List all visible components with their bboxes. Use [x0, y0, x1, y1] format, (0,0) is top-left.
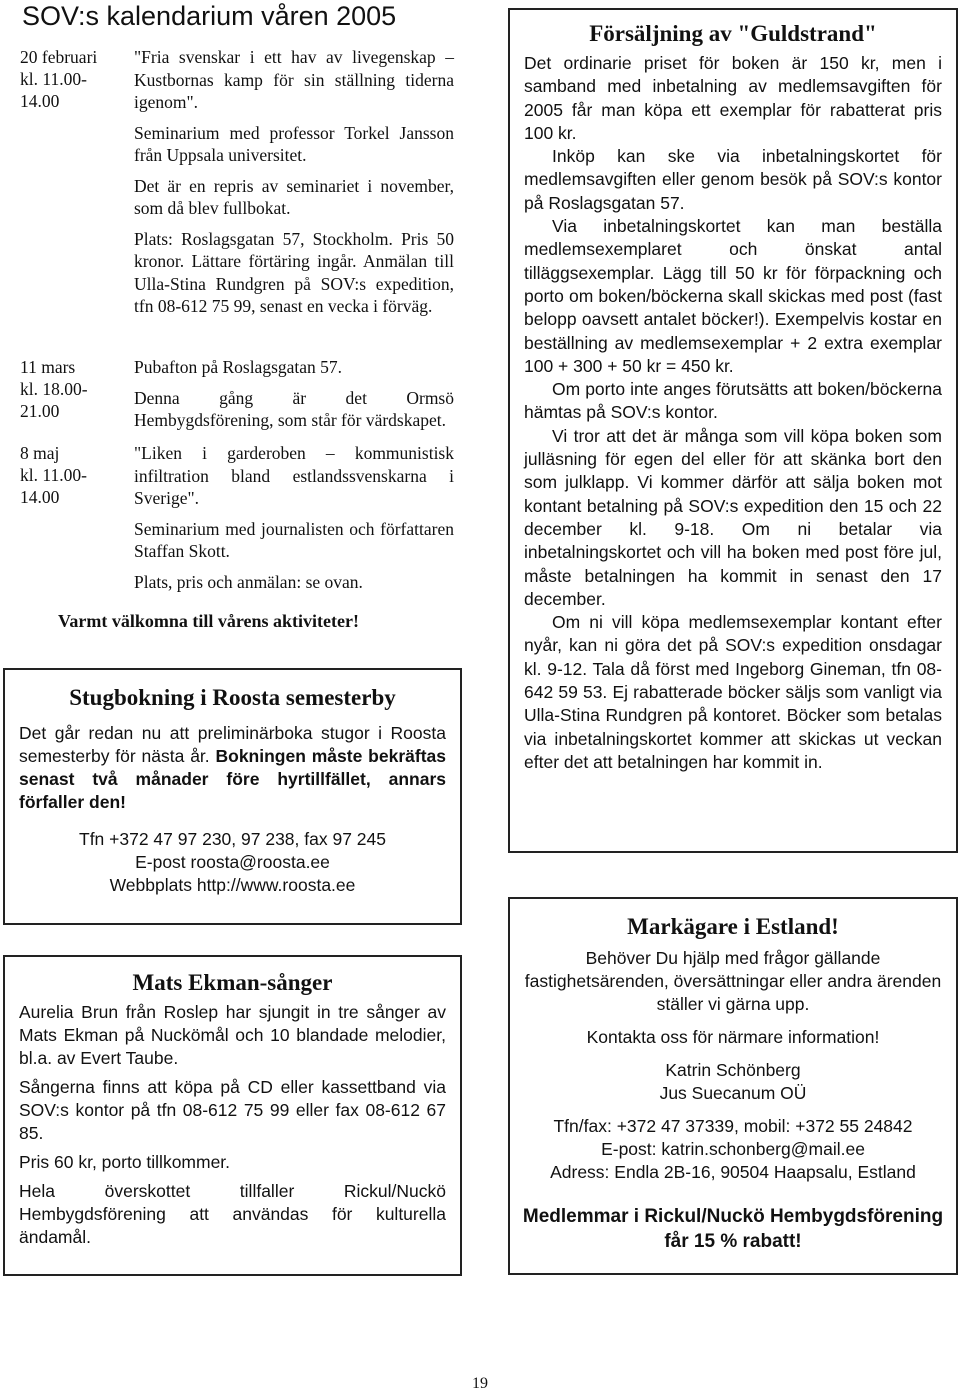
entry-paragraph: Seminarium med professor Torkel Jansson från Uppsala universitet.	[134, 122, 454, 165]
entry-paragraph: Plats, pris och anmälan: se ovan.	[134, 571, 363, 592]
entry-date	[20, 442, 120, 508]
ekman-paragraph: Pris 60 kr, porto tillkommer.	[19, 1152, 231, 1172]
markagare-title: Markägare i Estland!	[627, 914, 839, 939]
markagare-intro: Behöver Du hjälp med frågor gällande fastighetsärenden, översättningar eller andra ärenden ställer vi gärna upp.	[524, 948, 942, 1014]
date-line: 11 mars	[20, 357, 76, 377]
entry-text	[134, 46, 454, 326]
roosta-phone: Tfn +372 47 97 230, 97 238, fax 97 245	[79, 829, 386, 849]
entry-paragraph: Det är en repris av seminariet i november, som då blev fullbokat.	[134, 175, 454, 218]
entry-paragraph: "Fria svenskar i ett hav av livegenskap – Kustbornas kamp för sin ställning tiderna igenom".	[134, 47, 454, 112]
date-line: 8 maj	[20, 443, 60, 463]
markagare-company: Jus Suecanum OÜ	[659, 1083, 807, 1103]
entry-paragraph: Plats: Roslagsgatan 57, Stockholm. Pris 50 kronor. Lättare förtäring ingår. Anmälan till Ulla-Stina Rundgren på SOV:s expedition, tfn 08-612 75 99, senast en vecka i förväg.	[134, 228, 454, 316]
roosta-web: Webbplats http://www.roosta.ee	[109, 875, 356, 895]
ekman-paragraph: Sångerna finns att köpa på CD eller kassettband via SOV:s kontor på tfn 08-612 75 99 eller fax 08-612 67 85.	[19, 1077, 446, 1143]
guldstrand-paragraph: Via inbetalningskortet kan man beställa medlemsexemplaret och önskat antal tilläggsexemplar. Lägg till 50 kr för förpackning och porto om boken/böckerna skall skickas med post (fast belopp oavsett antalet böcker!). Exempelvis kostar en beställning av medlemsexemplar + 2 extra exemplar 100 + 300 + 50 kr = 450 kr.	[524, 216, 942, 376]
calendar-title: SOV:s kalendarium våren 2005	[22, 1, 397, 31]
markagare-email: E-post: katrin.schonberg@mail.ee	[601, 1139, 865, 1159]
guldstrand-paragraph: Vi tror att det är många som vill köpa boken som julläsning för egen del eller för att skänka bort den som julklapp. Vi kommer därför att sälja boken mot kontant betalning på SOV:s expedition den 15 och 22 december kl. 9-18. Om ni betalar via inbetalningskortet och vill ha boken med post före jul, måste betalningen ha kommit in senast den 17 december.	[524, 425, 942, 609]
entry-date	[20, 46, 120, 112]
roosta-bold-note: Bokningen måste bekräftas senast två månader före hyrtillfället, annars förfaller den!	[19, 746, 446, 812]
markagare-rabatt: Medlemmar i Rickul/Nuckö Hembygdsförening får 15 % rabatt!	[522, 1206, 944, 1252]
entry-paragraph: Denna gång är det Ormsö Hembygdsförening, som står för värdskapet.	[134, 387, 454, 430]
date-line: 21.00	[20, 401, 60, 421]
roosta-intro: Det går redan nu att preliminärboka stugor i Roosta semesterby för nästa år.	[19, 723, 446, 766]
markagare-name: Katrin Schönberg	[665, 1060, 801, 1080]
roosta-box	[3, 668, 462, 925]
markagare-address: Adress: Endla 2B-16, 90504 Haapsalu, Estland	[550, 1162, 916, 1182]
roosta-text	[19, 722, 446, 814]
guldstrand-paragraph: Om ni vill köpa medlemsexemplar kontant efter nyår, kan ni göra det på SOV:s expedition onsdagar kl. 9-12. Tala då först med Ingeborg Gineman, tfn 08-642 59 53. Ej rabatterade böcker säljs som vanligt via Ulla-Stina Rundgren på kontoret. Böcker som betalas via inbetalningskortet kommer att skickas ut veckan efter det att betalningen har kommit in.	[524, 612, 942, 772]
ekman-paragraph: Hela överskottet tillfaller Rickul/Nuckö Hembygdsförening att användas för kulturella ändamål.	[19, 1181, 446, 1247]
markagare-contact-line: Kontakta oss för närmare information!	[586, 1027, 880, 1047]
page-number: 19	[472, 1375, 488, 1392]
date-line: 20 februari	[20, 47, 98, 67]
guldstrand-box	[508, 8, 958, 853]
guldstrand-paragraph: Om porto inte anges förutsätts att boken/böckerna hämtas på SOV:s kontor.	[524, 379, 942, 423]
entry-paragraph: "Liken i garderoben – kommunistisk infiltration bland estlandssvenskarna i Sverige".	[134, 443, 454, 508]
entry-paragraph: Pubafton på Roslagsgatan 57.	[134, 357, 343, 377]
date-line: 14.00	[20, 487, 60, 507]
date-line: kl. 18.00-	[20, 379, 88, 399]
entry-date	[20, 356, 120, 422]
welcome-note: Varmt välkomna till vårens aktiviteter!	[58, 611, 359, 631]
markagare-box	[508, 897, 958, 1275]
markagare-phone: Tfn/fax: +372 47 37339, mobil: +372 55 24842	[553, 1116, 913, 1136]
roosta-contact	[19, 828, 446, 897]
date-line: 14.00	[20, 91, 60, 111]
date-line: kl. 11.00-	[20, 465, 87, 485]
guldstrand-paragraph: Det ordinarie priset för boken är 150 kr, men i samband med inbetalning av medlemsavgiften för 2005 får man köpa ett exemplar för rabatterat pris 100 kr.	[524, 53, 942, 143]
entry-text	[134, 356, 454, 440]
ekman-title: Mats Ekman-sånger	[132, 970, 333, 995]
entry-paragraph: Seminarium med journalisten och författaren Staffan Skott.	[134, 518, 454, 561]
guldstrand-title: Försäljning av "Guldstrand"	[589, 21, 877, 46]
ekman-box	[3, 955, 462, 1276]
roosta-email: E-post roosta@roosta.ee	[135, 852, 330, 872]
date-line: kl. 11.00-	[20, 69, 87, 89]
entry-text	[134, 442, 454, 601]
guldstrand-paragraph: Inköp kan ske via inbetalningskortet för medlemsavgiften eller genom besök på SOV:s kontor på Roslagsgatan 57.	[524, 146, 942, 213]
ekman-paragraph: Aurelia Brun från Roslep har sjungit in tre sånger av Mats Ekman på Nuckömål och 10 blandade melodier, bl.a. av Evert Taube.	[19, 1002, 446, 1068]
roosta-title: Stugbokning i Roosta semesterby	[69, 685, 396, 710]
